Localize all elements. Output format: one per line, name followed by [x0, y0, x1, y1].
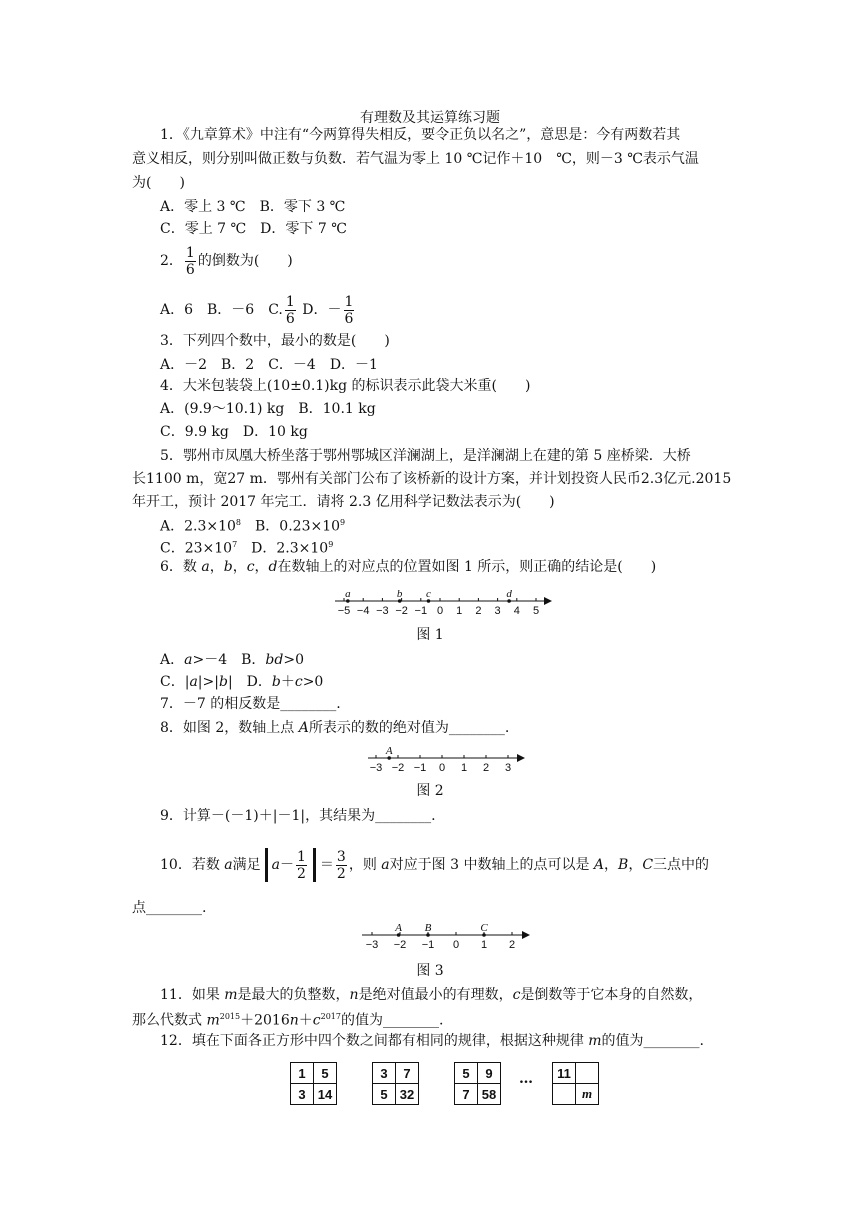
q12-square-cell: 11	[553, 1063, 576, 1084]
q1-options-cd: C．零上 7 ℃ D．零下 7 ℃	[160, 221, 347, 237]
fig2-arrow	[517, 754, 525, 762]
q11-var-m: m	[224, 987, 238, 1003]
q2-d-num: 1	[344, 293, 354, 310]
fig1-tick-label: −4	[356, 605, 370, 617]
q6-opt-text: ＋	[280, 674, 295, 690]
q2-text: 的倒数为( )	[197, 253, 293, 269]
q10-rhs-fraction	[336, 849, 347, 882]
q6-opt-text: C．|	[160, 674, 190, 690]
q8-stem	[160, 718, 509, 738]
fig2-tick-label: −1	[413, 762, 427, 774]
q5-line1: 5．鄂州市凤凰大桥坐落于鄂州鄂城区洋澜湖上，是洋澜湖上在建的第 5 座桥梁．大桥	[160, 448, 691, 464]
q12-square-cell: 5	[373, 1084, 396, 1105]
q10-point-b: B	[618, 857, 629, 873]
q8-post: 所表示的数的绝对值为________.	[308, 720, 510, 736]
fig1-number-line	[330, 585, 560, 621]
q8-point-a: A	[298, 720, 309, 736]
fig1-tick-label: 0	[436, 605, 444, 617]
q11-var-m: m	[206, 1012, 220, 1029]
q6-var-c: c	[246, 559, 255, 575]
fig2-point-label: A	[385, 745, 393, 757]
q2-number: 2．	[160, 253, 183, 269]
q6-opt-var: b	[271, 674, 281, 690]
fig3-tick-label: 1	[480, 939, 488, 951]
q4-options-cd: C．9.9 kg D．10 kg	[160, 424, 308, 440]
q2-option-d: D．－	[302, 302, 342, 318]
q11-text: 是最大的负整数，	[237, 987, 350, 1003]
fig2-tick-label: 0	[438, 762, 446, 774]
q11-text: 11．如果	[160, 987, 225, 1003]
fig2-tick-label: −2	[391, 762, 405, 774]
q10-eq: ＝	[319, 857, 334, 873]
q6-opt-text: >0	[302, 674, 324, 690]
fig1-tick-label: 2	[475, 605, 482, 617]
q5-option-d: D．2.3×10	[237, 540, 329, 557]
q10-stem	[160, 845, 709, 885]
q2-c-num: 1	[285, 293, 295, 310]
fig1-tick-label: 5	[532, 605, 540, 617]
fig1-point-label: d	[506, 588, 512, 600]
q5-option-b: B．0.23×10	[241, 518, 341, 535]
q6-opt-var: a	[189, 674, 198, 690]
q6-sep: ，	[209, 559, 224, 575]
q10-sep: ，	[628, 857, 643, 873]
fig1-caption: 图 1	[416, 627, 444, 643]
fig3-tick-label: −3	[365, 939, 379, 951]
fig1-tick-label: −3	[376, 605, 389, 617]
q1-options-ab: A．零上 3 ℃ B．零下 3 ℃	[160, 199, 346, 215]
q6-opt-text: A．	[160, 652, 185, 668]
q6-var-a: a	[201, 559, 210, 575]
q12-square-cell: 5	[455, 1063, 478, 1084]
q10-line2: 点________.	[132, 900, 207, 916]
fig1-point-label: b	[396, 588, 403, 600]
q2-c-fraction	[285, 294, 296, 327]
q5-option-d-exp: 9	[328, 540, 334, 549]
q10-var-a: a	[381, 857, 390, 873]
q11-text: 是绝对值最小的有理数，	[358, 987, 513, 1003]
q6-opt-text: >0	[283, 652, 304, 668]
q12-square-cell: 58	[478, 1084, 501, 1105]
q11-text: 是倒数等于它本身的自然数，	[520, 987, 703, 1003]
q11-text: 那么代数式	[132, 1012, 207, 1029]
fig3-arrow	[522, 931, 530, 939]
q2-stem	[160, 244, 293, 278]
fig2-tick-label: 1	[460, 762, 468, 774]
q3-options: A．－2 B．2 C．－4 D．－1	[160, 357, 378, 373]
q10-pre: 10．若数	[160, 857, 225, 873]
q6-post: 在数轴上的对应点的位置如图 1 所示，则正确的结论是( )	[277, 559, 657, 575]
fig1-tick-label: −1	[414, 605, 428, 617]
q7-stem: 7．－7 的相反数是________.	[160, 696, 341, 712]
fig3-tick-label: −2	[393, 939, 407, 951]
q11-var-c: c	[512, 987, 521, 1003]
fig1-point-label: a	[345, 588, 351, 600]
q10-post: 对应于图 3 中数轴上的点可以是	[389, 857, 594, 873]
q6-opt-var: a	[184, 652, 193, 668]
q10-point-a: A	[593, 857, 605, 873]
q2-c-den: 6	[285, 310, 295, 327]
q10-sep: ，	[604, 857, 619, 873]
fig2-number-line	[362, 742, 532, 776]
q9-stem: 9．计算－(－1)＋|－1|，其结果为________.	[160, 808, 436, 824]
q6-var-d: d	[268, 559, 278, 575]
q12-square-cell: 14	[314, 1084, 337, 1105]
fig1-tick-label: −5	[337, 605, 351, 617]
q1-line3: 为( )	[132, 175, 185, 191]
q10-half-fraction	[296, 849, 307, 882]
q11-var-n: n	[289, 1012, 299, 1029]
q5-options-ab	[160, 513, 345, 537]
fig1-tick-label: −2	[395, 605, 408, 617]
q10-post: ，则	[348, 857, 382, 873]
q4-stem: 4．大米包装袋上(10±0.1)kg 的标识表示此袋大米重( )	[160, 378, 531, 394]
q12-square	[372, 1062, 419, 1105]
q3-stem: 3．下列四个数中，最小的数是( )	[160, 333, 390, 349]
q12-square	[290, 1062, 337, 1105]
q12-square-cell: 1	[291, 1063, 314, 1084]
q6-opt-var: b	[218, 674, 228, 690]
q12-text: 12．填在下面各正方形中四个数之间都有相同的规律，根据这种规律	[160, 1033, 589, 1049]
q10-minus: －	[279, 857, 294, 873]
fig1-tick-label: 1	[456, 605, 463, 617]
q6-pre: 6．数	[160, 559, 202, 575]
fig1-tick-label: 3	[494, 605, 501, 617]
q2-options	[160, 293, 356, 327]
q10-point-c: C	[642, 857, 654, 873]
q6-opt-var: bd	[265, 652, 284, 668]
q2-d-fraction	[344, 294, 355, 327]
fig3-tick-label: −1	[421, 939, 435, 951]
fig2-tick-label: −3	[369, 762, 383, 774]
q11-line1	[160, 985, 702, 1005]
q6-opt-var: c	[294, 674, 303, 690]
q6-stem	[160, 557, 656, 577]
q12-square-cell: 7	[396, 1063, 419, 1084]
q12-square-cell: 9	[478, 1063, 501, 1084]
q12-square	[552, 1062, 599, 1105]
q10-post: 三点中的	[653, 857, 710, 873]
q11-text: ＋	[298, 1012, 313, 1029]
q6-options-cd	[160, 672, 323, 692]
q11-line2	[132, 1007, 443, 1031]
q2-frac-den: 6	[185, 261, 195, 278]
q5-option-c: C．23×10	[160, 540, 233, 557]
fig3-tick-label: 2	[508, 939, 516, 951]
q12-square-cell	[553, 1084, 576, 1105]
q2-options-ac: A．6 B．－6 C.	[160, 302, 283, 318]
q12-square-cell: 7	[455, 1084, 478, 1105]
q11-exp: 2015	[219, 1012, 241, 1021]
q6-opt-text: >－4 B．	[192, 652, 266, 668]
q1-line1: 1．《九章算术》中注有“今两算得失相反，要令正负以名之”，意思是：今有两数若其	[160, 127, 681, 143]
q12-ellipsis: …	[519, 1071, 533, 1087]
abs-bar-left	[265, 848, 268, 882]
q8-pre: 8．如图 2，数轴上点	[160, 720, 299, 736]
q12-square-cell: 3	[291, 1084, 314, 1105]
fig1-arrow	[544, 597, 552, 605]
q12-square-cell	[576, 1063, 599, 1084]
q5-option-a-exp: 8	[235, 518, 242, 527]
fig3-point-label: C	[480, 922, 488, 934]
fig2-tick-label: 3	[504, 762, 512, 774]
q6-sep: ，	[232, 559, 247, 575]
q5-options-cd	[160, 535, 333, 559]
q5-option-c-exp: 7	[232, 540, 238, 549]
q5-option-a: A．2.3×10	[160, 518, 236, 535]
q6-opt-text: |>|	[197, 674, 219, 690]
q11-var-n: n	[349, 987, 359, 1003]
q10-half-num: 1	[296, 848, 306, 865]
q11-text: 的值为________.	[340, 1012, 444, 1029]
q12-square-cell: m	[576, 1084, 599, 1105]
q2-d-den: 6	[344, 310, 354, 327]
q6-var-b: b	[223, 559, 233, 575]
q11-var-c: c	[312, 1012, 321, 1029]
fig3-caption: 图 3	[416, 963, 444, 979]
q12-var-m: m	[588, 1033, 602, 1049]
q12-square-cell: 32	[396, 1084, 419, 1105]
q5-line2: 长1100 m，宽27 m．鄂州有关部门公布了该桥新的设计方案，并计划投资人民币2.3亿元.2015	[132, 471, 732, 487]
abs-bar-right	[313, 848, 316, 882]
q12-post: 的值为________.	[601, 1033, 704, 1049]
q11-exp: 2017	[320, 1012, 341, 1021]
q6-sep: ，	[254, 559, 269, 575]
fig1-point-label: c	[426, 588, 431, 600]
fig1-tick-label: 4	[513, 605, 520, 617]
q10-var-a: a	[224, 857, 233, 873]
fig2-tick-label: 2	[482, 762, 490, 774]
q2-fraction	[185, 245, 196, 278]
q10-rhs-den: 2	[336, 865, 346, 882]
q6-opt-text: | D．	[227, 674, 272, 690]
q4-options-ab: A．(9.9～10.1) kg B．10.1 kg	[160, 401, 376, 417]
q1-line2: 意义相反，则分别叫做正数与负数．若气温为零上 10 ℃记作＋10 ℃，则－3 ℃表示气温	[132, 151, 699, 167]
q6-options-ab	[160, 650, 304, 670]
q12-square	[454, 1062, 501, 1105]
fig3-number-line	[356, 917, 536, 953]
fig3-point-label: B	[424, 922, 432, 934]
q5-line3: 年开工，预计 2017 年完工．请将 2.3 亿用科学记数法表示为( )	[132, 494, 555, 510]
q2-frac-num: 1	[185, 244, 195, 261]
q10-half-den: 2	[296, 865, 306, 882]
q10-rhs-num: 3	[336, 848, 346, 865]
q10-inner-a: a	[271, 857, 280, 873]
q5-option-b-exp: 9	[340, 518, 346, 527]
fig3-tick-label: 0	[452, 939, 460, 951]
q10-mid: 满足	[232, 857, 261, 873]
q12-square-cell: 5	[314, 1063, 337, 1084]
page-title: 有理数及其运算练习题	[360, 110, 500, 126]
q12-square-cell: 3	[373, 1063, 396, 1084]
q12-stem	[160, 1031, 704, 1051]
fig2-caption: 图 2	[416, 783, 444, 799]
q11-text: ＋2016	[240, 1012, 290, 1029]
fig3-point-label: A	[395, 922, 402, 934]
